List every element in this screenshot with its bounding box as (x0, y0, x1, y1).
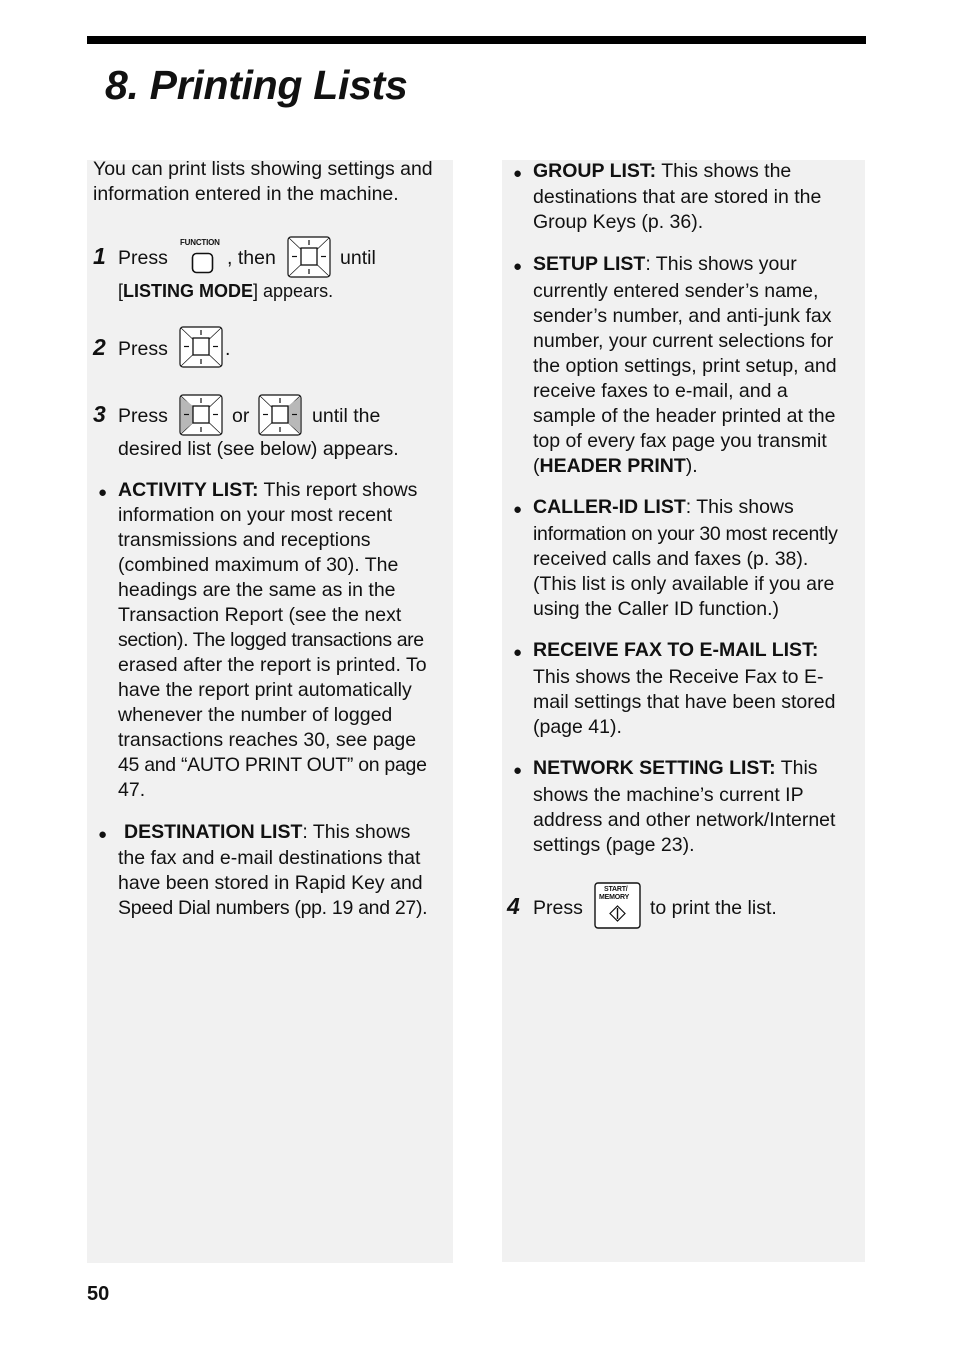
setup-line: sender’s number, and anti-junk fax (533, 305, 832, 327)
step-3-line-2: desired list (see below) appears. (118, 438, 399, 460)
callerid-line: using the Caller ID function.) (533, 598, 780, 620)
receivefax-list-heading: RECEIVE FAX TO E-MAIL LIST: (533, 639, 819, 661)
group-line: destinations that are stored in the (533, 186, 822, 208)
nav-key-select-icon (179, 326, 223, 368)
destination-list-heading: DESTINATION LIST: This shows (124, 821, 411, 843)
setup-line: the option settings, print setup, and (533, 355, 837, 377)
network-line: settings (page 23). (533, 834, 695, 856)
nav-key-icon (287, 236, 331, 278)
bullet-setup: ● (513, 258, 523, 275)
setup-line: receive faxes to e-mail, and a (533, 380, 788, 402)
callerid-line: information on your 30 most recently (533, 523, 838, 545)
intro-line-2: information entered in the machine. (93, 183, 399, 205)
setup-line-last: (HEADER PRINT). (533, 455, 698, 477)
activity-line: section). The logged transactions are (118, 629, 424, 651)
function-key-icon (191, 252, 215, 275)
bullet-network: ● (513, 762, 523, 779)
receivefax-line: mail settings that have been stored (533, 691, 836, 713)
bullet-group: ● (513, 165, 523, 182)
nav-key-right-icon (258, 394, 302, 436)
setup-line: number, your current selections for (533, 330, 834, 352)
nav-key-left-icon (179, 394, 223, 436)
activity-line: (combined maximum of 30). The (118, 554, 399, 576)
step-1-line-2: [LISTING MODE] appears. (118, 281, 334, 301)
step-2-period: . (225, 338, 231, 360)
activity-line: Transaction Report (see the next (118, 604, 402, 626)
callerid-list-heading: CALLER-ID LIST: This shows (533, 496, 794, 518)
activity-line: 45 and “AUTO PRINT OUT” on page (118, 754, 427, 776)
bullet-destination: ● (98, 826, 108, 843)
step-2-number: 2 (93, 334, 106, 360)
step-3-press: Press (118, 405, 168, 427)
step-4-number: 4 (507, 893, 520, 919)
step-1-number: 1 (93, 243, 106, 269)
destination-line: the fax and e-mail destinations that (118, 847, 421, 869)
step-3-until: until the (312, 405, 381, 427)
bullet-receivefax: ● (513, 644, 523, 661)
callerid-line: (This list is only available if you are (533, 573, 835, 595)
step-4-rest: to print the list. (650, 897, 777, 919)
step-4-press: Press (533, 897, 583, 919)
activity-line: transmissions and receptions (118, 529, 371, 551)
activity-list-heading: ACTIVITY LIST: This report shows (118, 479, 418, 501)
step-1-then: , then (227, 247, 276, 269)
step-1-press: Press (118, 247, 168, 269)
callerid-line: received calls and faxes (p. 38). (533, 548, 809, 570)
top-rule (87, 36, 866, 44)
start-key-label-1: START/ (604, 886, 628, 893)
activity-line: information on your most recent (118, 504, 393, 526)
network-list-heading: NETWORK SETTING LIST: This (533, 757, 818, 779)
network-line: shows the machine’s current IP (533, 784, 804, 806)
start-key-label-2: MEMORY (599, 894, 630, 901)
step-2-press: Press (118, 338, 168, 360)
activity-line: 47. (118, 779, 146, 801)
network-line: address and other network/Internet (533, 809, 836, 831)
setup-line: sample of the header printed at the (533, 405, 836, 427)
setup-line: currently entered sender’s name, (533, 280, 819, 302)
group-list-heading: GROUP LIST: This shows the (533, 160, 792, 182)
setup-list-heading: SETUP LIST: This shows your (533, 253, 797, 275)
receivefax-line: This shows the Receive Fax to E- (533, 666, 824, 688)
page-number: 50 (87, 1283, 110, 1305)
group-line: Group Keys (p. 36). (533, 211, 704, 233)
step-3-number: 3 (93, 401, 106, 427)
activity-line: have the report print automatically (118, 679, 412, 701)
activity-line: transactions reaches 30, see page (118, 729, 417, 751)
setup-line: top of every fax page you transmit (533, 430, 827, 452)
receivefax-line: (page 41). (533, 716, 622, 738)
bullet-callerid: ● (513, 501, 523, 518)
step-1-until: until (340, 247, 376, 269)
destination-line: have been stored in Rapid Key and (118, 872, 423, 894)
intro-line-1: You can print lists showing settings and (93, 158, 433, 180)
activity-line: whenever the number of logged (118, 704, 393, 726)
page-title: 8. Printing Lists (105, 62, 408, 108)
activity-line: headings are the same as in the (118, 579, 396, 601)
step-3-or: or (232, 405, 250, 427)
bullet-activity: ● (98, 484, 108, 501)
destination-line: Speed Dial numbers (pp. 19 and 27). (118, 897, 428, 919)
function-key-label: FUNCTION (180, 238, 220, 247)
activity-line: erased after the report is printed. To (118, 654, 427, 676)
